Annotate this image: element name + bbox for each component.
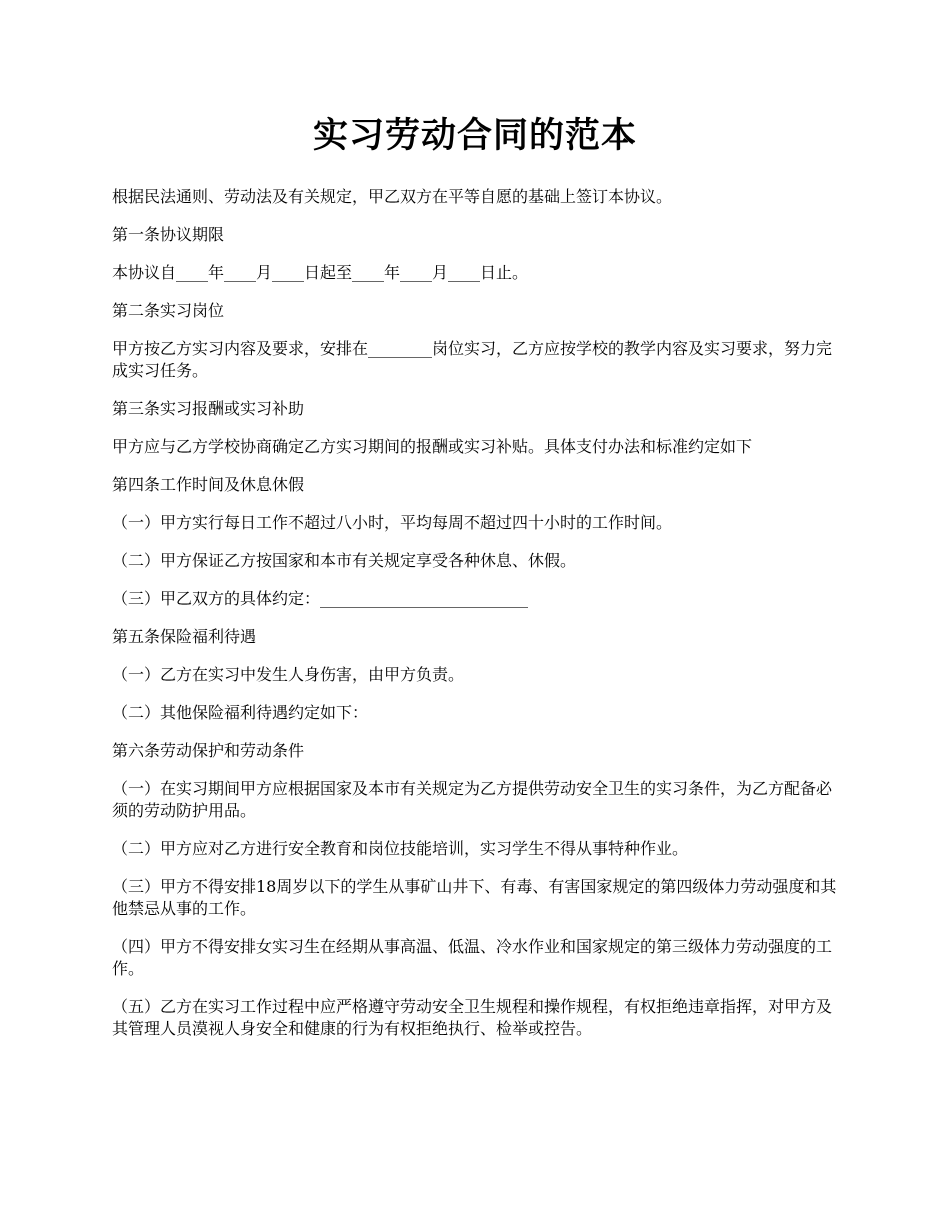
article-3-pay-text: 甲方应与乙方学校协商确定乙方实习期间的报酬或实习补贴。具体支付办法和标准约定如下 [112,437,753,456]
article-6-item-2: （二）甲方应对乙方进行安全教育和岗位技能培训，实习学生不得从事特种作业。 [112,839,689,858]
article-6-item-1: （一）在实习期间甲方应根据国家及本市有关规定为乙方提供劳动安全卫生的实习条件，为乙方配备必须的劳动防护用品。 [112,779,833,820]
article-5-heading: 第五条保险福利待遇 [112,627,257,646]
article-6-item-3: （三）甲方不得安排18周岁以下的学生从事矿山井下、有毒、有害国家规定的第四级体力劳动强度和其他禁忌从事的工作。 [112,877,837,918]
article-5-item-2: （二）其他保险福利待遇约定如下： [112,703,369,722]
article-6-item-5: （五）乙方在实习工作过程中应严格遵守劳动安全卫生规程和操作规程，有权拒绝违章指挥，对甲方及其管理人员漠视人身安全和健康的行为有权拒绝执行、检举或控告。 [112,997,833,1038]
article-5-item-1: （一）乙方在实习中发生人身伤害，由甲方负责。 [112,665,465,684]
article-3-heading: 第三条实习报酬或实习补助 [112,399,305,418]
article-4-item-2: （二）甲方保证乙方按国家和本市有关规定享受各种休息、休假。 [112,551,577,570]
document-title: 实习劳动合同的范本 [312,115,637,156]
article-4-item-1: （一）甲方实行每日工作不超过八小时，平均每周不超过四十小时的工作时间。 [112,513,673,532]
article-4-item-3: （三）甲乙双方的具体约定：__________________________ [112,589,529,608]
article-2-heading: 第二条实习岗位 [112,301,225,320]
article-1-heading: 第一条协议期限 [112,225,225,244]
article-1-term-text: 本协议自____年____月____日起至____年____月____日止。 [112,263,529,282]
article-6-heading: 第六条劳动保护和劳动条件 [112,741,305,760]
article-6-item-4: （四）甲方不得安排女实习生在经期从事高温、低温、冷水作业和国家规定的第三级体力劳动强度的工作。 [112,937,833,978]
article-2-position-text: 甲方按乙方实习内容及要求，安排在________岗位实习，乙方应按学校的教学内容及实习要求，努力完成实习任务。 [112,339,833,380]
article-4-heading: 第四条工作时间及休息休假 [112,475,305,494]
intro-paragraph: 根据民法通则、劳动法及有关规定，甲乙双方在平等自愿的基础上签订本协议。 [112,187,673,206]
